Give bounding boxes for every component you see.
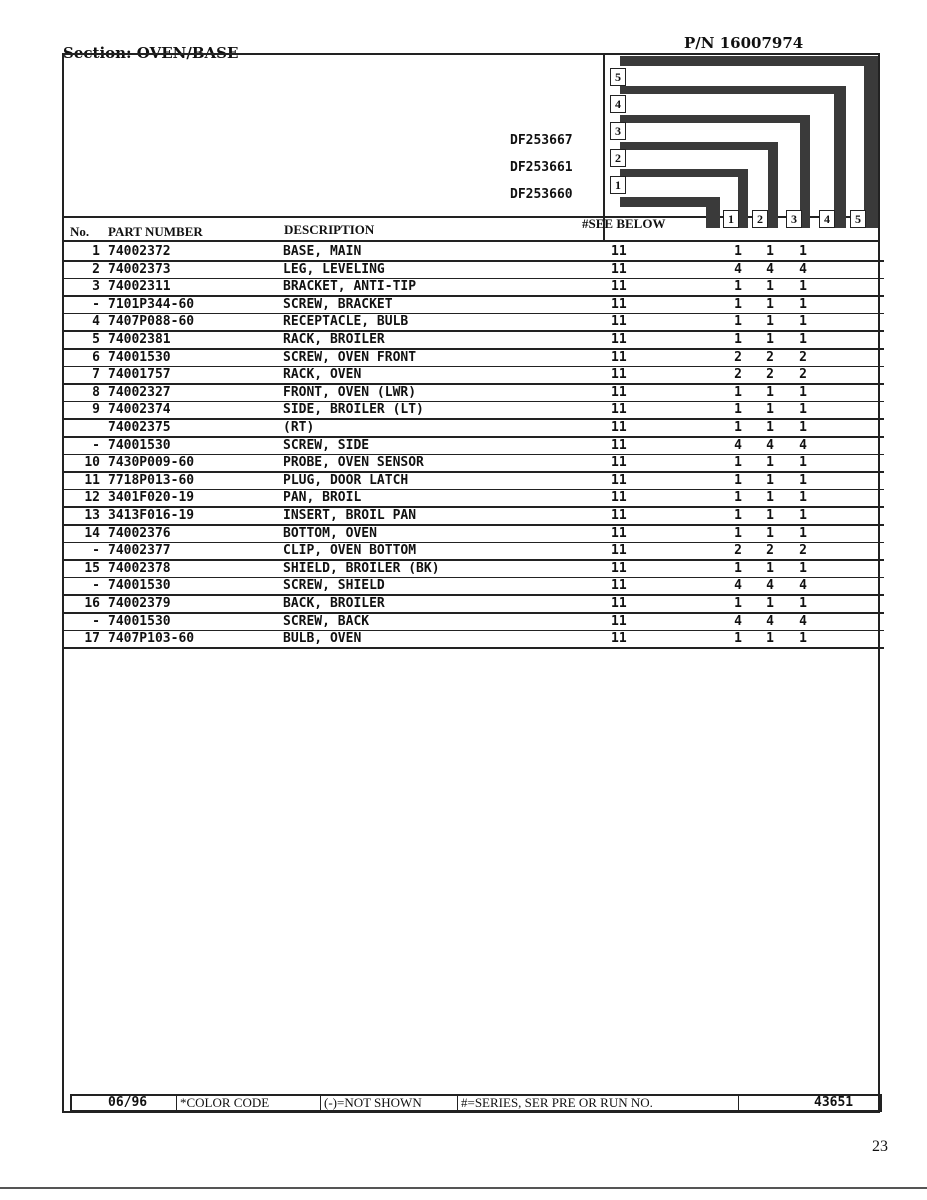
series-code: 11 [611, 420, 627, 435]
row-number: 17 [84, 631, 100, 647]
series-code: 11 [611, 560, 627, 576]
model-name: DF253661 [510, 160, 573, 175]
qty-series-1: 2 [734, 543, 742, 559]
qty-series-1: 1 [734, 384, 742, 400]
qty-series-1: 1 [734, 296, 742, 312]
qty-series-2: 1 [766, 631, 774, 647]
part-number: 74002373 [108, 261, 171, 277]
qty-series-1: 2 [734, 349, 742, 365]
qty-series-3: 4 [799, 613, 807, 629]
part-number: 7718P013-60 [108, 472, 195, 488]
qty-series-2: 1 [766, 296, 774, 312]
series-box-1: 1 [610, 176, 626, 194]
qty-series-3: 1 [799, 596, 807, 611]
qty-series-2: 2 [766, 543, 774, 559]
qty-series-3: 1 [799, 384, 807, 400]
qty-series-2: 1 [766, 244, 774, 259]
table-row [62, 631, 882, 649]
series-code: 11 [611, 613, 627, 629]
description: SCREW, OVEN FRONT [283, 349, 417, 365]
part-number: 7407P088-60 [108, 314, 195, 330]
series-code: 11 [611, 525, 627, 541]
table-row [62, 314, 882, 332]
description: BOTTOM, OVEN [283, 525, 377, 541]
qty-series-2: 1 [766, 314, 774, 330]
description: RACK, OVEN [283, 367, 362, 383]
series-code: 11 [611, 244, 627, 259]
row-number: 13 [84, 508, 100, 523]
row-number: - [92, 296, 100, 312]
series-code: 11 [611, 384, 627, 400]
qty-series-3: 1 [799, 631, 807, 647]
qty-series-2: 2 [766, 367, 774, 383]
qty-series-2: 4 [766, 261, 774, 277]
description: LEG, LEVELING [283, 261, 385, 277]
page-number: 23 [872, 1138, 888, 1155]
part-number: 74002379 [108, 596, 171, 611]
table-row [62, 561, 882, 579]
series-code: 11 [611, 490, 627, 506]
model-name: DF253667 [510, 133, 573, 148]
description: FRONT, OVEN (LWR) [283, 384, 417, 400]
description: SHIELD, BROILER (BK) [283, 560, 440, 576]
qty-series-2: 2 [766, 349, 774, 365]
description: INSERT, BROIL PAN [283, 508, 417, 523]
qty-series-1: 1 [734, 314, 742, 330]
description: PLUG, DOOR LATCH [283, 472, 409, 488]
footer-not-shown: (-)=NOT SHOWN [320, 1096, 422, 1110]
qty-series-1: 1 [734, 508, 742, 523]
qty-series-3: 1 [799, 279, 807, 295]
qty-series-2: 1 [766, 560, 774, 576]
description: RECEPTACLE, BULB [283, 314, 409, 330]
table-row [62, 490, 882, 508]
page-bottom-rule [0, 1187, 927, 1189]
description: SCREW, SIDE [283, 437, 370, 453]
series-code: 11 [611, 578, 627, 594]
footer-bar [70, 1094, 882, 1112]
qty-series-3: 2 [799, 367, 807, 383]
table-row [62, 578, 882, 596]
description: PAN, BROIL [283, 490, 362, 506]
footer-color-code: *COLOR CODE [176, 1096, 269, 1110]
column-header-series-1: 1 [723, 210, 739, 228]
qty-series-1: 4 [734, 613, 742, 629]
qty-series-2: 1 [766, 279, 774, 295]
series-box-3: 3 [610, 122, 626, 140]
row-number: 2 [92, 261, 100, 277]
qty-series-1: 1 [734, 244, 742, 259]
qty-series-3: 4 [799, 261, 807, 277]
qty-series-2: 1 [766, 384, 774, 400]
qty-series-3: 1 [799, 490, 807, 506]
series-code: 11 [611, 279, 627, 295]
series-code: 11 [611, 472, 627, 488]
series-code: 11 [611, 349, 627, 365]
series-code: 11 [611, 367, 627, 383]
row-number: 9 [92, 402, 100, 418]
qty-series-1: 1 [734, 472, 742, 488]
qty-series-2: 1 [766, 508, 774, 523]
qty-series-3: 4 [799, 578, 807, 594]
column-header-part-number: PART NUMBER [108, 224, 203, 239]
table-row [62, 350, 882, 368]
description: SCREW, BRACKET [283, 296, 393, 312]
table-row [62, 385, 882, 403]
qty-series-1: 4 [734, 578, 742, 594]
qty-series-2: 4 [766, 437, 774, 453]
qty-series-3: 4 [799, 437, 807, 453]
model-name: DF253660 [510, 187, 573, 202]
part-number: 74002381 [108, 332, 171, 347]
qty-series-2: 1 [766, 490, 774, 506]
qty-series-1: 1 [734, 279, 742, 295]
row-number: 6 [92, 349, 100, 365]
series-box-2: 2 [610, 149, 626, 167]
row-number: 16 [84, 596, 100, 611]
qty-series-2: 1 [766, 472, 774, 488]
qty-series-3: 1 [799, 244, 807, 259]
part-number: 74002375 [108, 420, 171, 435]
row-number: - [92, 437, 100, 453]
series-code: 11 [611, 508, 627, 523]
description: BULB, OVEN [283, 631, 362, 647]
series-code: 11 [611, 437, 627, 453]
qty-series-1: 1 [734, 596, 742, 611]
table-row [62, 473, 882, 491]
part-number: 7430P009-60 [108, 455, 195, 471]
column-header-series-3: 3 [786, 210, 802, 228]
series-code: 11 [611, 543, 627, 559]
series-code: 11 [611, 631, 627, 647]
row-number: 11 [84, 472, 100, 488]
qty-series-3: 1 [799, 508, 807, 523]
column-header-series-5: 5 [850, 210, 866, 228]
row-number: 7 [92, 367, 100, 383]
qty-series-3: 2 [799, 543, 807, 559]
qty-series-2: 1 [766, 455, 774, 471]
part-number: 74002327 [108, 384, 171, 400]
part-number: 74001530 [108, 437, 171, 453]
part-number: 7101P344-60 [108, 296, 195, 312]
row-number: 3 [92, 279, 100, 295]
series-code: 11 [611, 596, 627, 611]
column-header-see-below: #SEE BELOW [582, 216, 666, 231]
table-row [62, 367, 882, 385]
qty-series-2: 1 [766, 596, 774, 611]
part-number: 3401F020-19 [108, 490, 195, 506]
qty-series-3: 1 [799, 332, 807, 347]
description: BASE, MAIN [283, 244, 362, 259]
qty-series-1: 4 [734, 437, 742, 453]
column-header-series-2: 2 [752, 210, 768, 228]
qty-series-3: 1 [799, 402, 807, 418]
row-number: 8 [92, 384, 100, 400]
qty-series-1: 1 [734, 332, 742, 347]
footer-code: 43651 [814, 1095, 854, 1110]
table-row [62, 508, 882, 526]
part-number: 7407P103-60 [108, 631, 195, 647]
qty-series-1: 1 [734, 455, 742, 471]
table-row [62, 297, 882, 315]
part-number: 74002311 [108, 279, 171, 295]
description: PROBE, OVEN SENSOR [283, 455, 424, 471]
description: (RT) [283, 420, 315, 435]
footer-divider [738, 1094, 739, 1110]
part-number: 3413F016-19 [108, 508, 195, 523]
qty-series-2: 1 [766, 332, 774, 347]
series-box-5: 5 [610, 68, 626, 86]
description: SCREW, SHIELD [283, 578, 385, 594]
qty-series-2: 1 [766, 525, 774, 541]
qty-series-1: 1 [734, 490, 742, 506]
description: CLIP, OVEN BOTTOM [283, 543, 417, 559]
column-header-series-4: 4 [819, 210, 835, 228]
series-code: 11 [611, 332, 627, 347]
table-row [62, 402, 882, 420]
series-code: 11 [611, 402, 627, 418]
row-number: 4 [92, 314, 100, 330]
row-number: 1 [92, 244, 100, 259]
qty-series-3: 1 [799, 472, 807, 488]
table-row [62, 262, 882, 280]
qty-series-1: 1 [734, 631, 742, 647]
qty-series-1: 1 [734, 560, 742, 576]
row-number: 5 [92, 332, 100, 347]
part-number: 74002376 [108, 525, 171, 541]
series-code: 11 [611, 296, 627, 312]
qty-series-3: 1 [799, 296, 807, 312]
table-row [62, 279, 882, 297]
table-row [62, 438, 882, 456]
part-number: 74001530 [108, 349, 171, 365]
footer-series-note: #=SERIES, SER PRE OR RUN NO. [457, 1096, 653, 1110]
description: SIDE, BROILER (LT) [283, 402, 424, 418]
table-row [62, 526, 882, 544]
table-row [62, 614, 882, 632]
row-number: 10 [84, 455, 100, 471]
qty-series-3: 1 [799, 525, 807, 541]
qty-series-1: 1 [734, 525, 742, 541]
qty-series-3: 1 [799, 420, 807, 435]
table-row [62, 543, 882, 561]
series-block-divider [603, 53, 605, 240]
part-number: 74002372 [108, 244, 171, 259]
part-number: 74001757 [108, 367, 171, 383]
part-number: 74002377 [108, 543, 171, 559]
qty-series-1: 2 [734, 367, 742, 383]
description: BRACKET, ANTI-TIP [283, 279, 417, 295]
column-header-description: DESCRIPTION [284, 222, 375, 237]
qty-series-3: 1 [799, 314, 807, 330]
qty-series-1: 1 [734, 420, 742, 435]
qty-series-3: 1 [799, 455, 807, 471]
row-number: - [92, 578, 100, 594]
description: RACK, BROILER [283, 332, 385, 347]
qty-series-3: 2 [799, 349, 807, 365]
table-row [62, 455, 882, 473]
footer-date: 06/96 [108, 1095, 148, 1110]
row-number: 15 [84, 560, 100, 576]
part-number: 74002378 [108, 560, 171, 576]
qty-series-2: 1 [766, 420, 774, 435]
section-label: Section: OVEN/BASE [63, 44, 239, 62]
row-number: 12 [84, 490, 100, 506]
series-code: 11 [611, 314, 627, 330]
part-number: 74002374 [108, 402, 171, 418]
qty-series-1: 4 [734, 261, 742, 277]
row-number: - [92, 613, 100, 629]
qty-series-2: 4 [766, 578, 774, 594]
series-code: 11 [611, 261, 627, 277]
table-row [62, 244, 882, 262]
table-row [62, 332, 882, 350]
qty-series-3: 1 [799, 560, 807, 576]
description: SCREW, BACK [283, 613, 370, 629]
part-number: 74001530 [108, 613, 171, 629]
table-row [62, 420, 882, 438]
series-box-4: 4 [610, 95, 626, 113]
description: BACK, BROILER [283, 596, 385, 611]
row-rule [62, 647, 884, 649]
table-row [62, 596, 882, 614]
column-header-no: No. [70, 224, 90, 239]
qty-series-2: 1 [766, 402, 774, 418]
part-number: 74001530 [108, 578, 171, 594]
series-code: 11 [611, 455, 627, 471]
part-number-label: P/N 16007974 [684, 34, 804, 52]
header-bottom-rule [62, 240, 880, 242]
qty-series-2: 4 [766, 613, 774, 629]
row-number: 14 [84, 525, 100, 541]
row-number: - [92, 543, 100, 559]
qty-series-1: 1 [734, 402, 742, 418]
